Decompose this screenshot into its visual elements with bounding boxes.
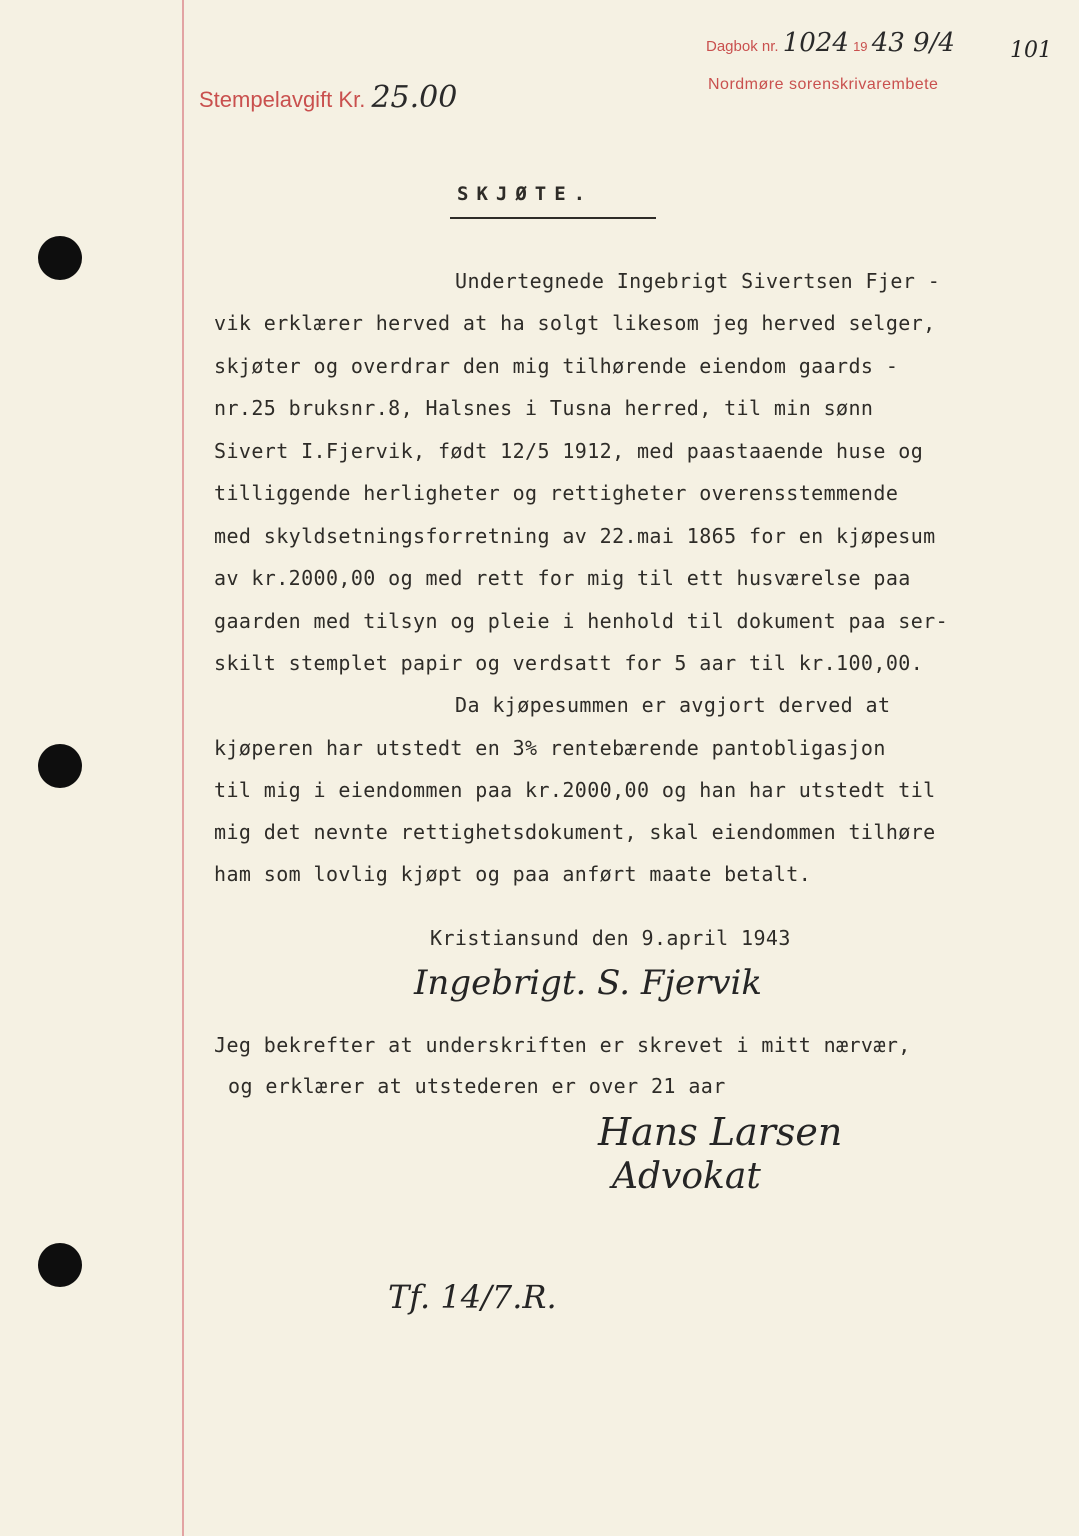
punch-hole-middle xyxy=(38,744,82,788)
office-stamp: Nordmøre sorenskrivarembete xyxy=(708,76,939,93)
body-line: mig det nevnte rettighetsdokument, skal eiendommen tilhøre xyxy=(214,820,936,844)
stamp-fee-amount: 25.00 xyxy=(371,80,458,115)
witness-line: Jeg bekrefter at underskriften er skrevet i mitt nærvær, xyxy=(214,1033,911,1057)
dagbok-date: 43 9/4 xyxy=(871,28,955,58)
body-line: til mig i eiendommen paa kr.2000,00 og han har utstedt til xyxy=(214,778,936,802)
place-date: Kristiansund den 9.april 1943 xyxy=(430,926,791,950)
dagbok-label: Dagbok nr. xyxy=(706,38,779,55)
registry-note: Tf. 14/7.R. xyxy=(388,1278,557,1316)
body-line: med skyldsetningsforretning av 22.mai 1865 for en kjøpesum xyxy=(214,524,936,548)
margin-line xyxy=(182,0,184,1536)
body-line: skilt stemplet papir og verdsatt for 5 aar til kr.100,00. xyxy=(214,651,924,675)
body-line: Undertegnede Ingebrigt Sivertsen Fjer - xyxy=(455,269,941,293)
body-line: Sivert I.Fjervik, født 12/5 1912, med paastaaende huse og xyxy=(214,439,924,463)
body-line: kjøperen har utstedt en 3% rentebærende pantobligasjon xyxy=(214,736,886,760)
punch-hole-bottom xyxy=(38,1243,82,1287)
witness-signature: Hans Larsen xyxy=(598,1110,843,1154)
stamp-fee xyxy=(199,80,457,115)
body-line: ham som lovlig kjøpt og paa anført maate betalt. xyxy=(214,862,812,886)
body-line: vik erklærer herved at ha solgt likesom jeg herved selger, xyxy=(214,311,936,335)
document-title: SKJØTE. xyxy=(457,183,594,205)
stamp-fee-label: Stempelavgift Kr. xyxy=(199,87,366,112)
body-line: skjøter og overdrar den mig tilhørende eiendom gaards - xyxy=(214,354,899,378)
witness-title: Advokat xyxy=(612,1156,761,1197)
dagbok-year-prefix: 19 xyxy=(853,39,868,54)
title-underline xyxy=(450,217,656,219)
body-line: gaarden med tilsyn og pleie i henhold til dokument paa ser- xyxy=(214,609,949,633)
dagbok-stamp xyxy=(706,28,955,58)
dagbok-number: 1024 xyxy=(782,28,849,58)
witness-line: og erklærer at utstederen er over 21 aar xyxy=(228,1074,726,1098)
seller-signature: Ingebrigt. S. Fjervik xyxy=(414,963,763,1003)
punch-hole-top xyxy=(38,236,82,280)
body-line: nr.25 bruksnr.8, Halsnes i Tusna herred, til min sønn xyxy=(214,396,874,420)
body-line: av kr.2000,00 og med rett for mig til ett husværelse paa xyxy=(214,566,911,590)
page-number: 101 xyxy=(1010,38,1052,63)
body-line: tilliggende herligheter og rettigheter overensstemmende xyxy=(214,481,899,505)
body-line: Da kjøpesummen er avgjort derved at xyxy=(455,693,891,717)
